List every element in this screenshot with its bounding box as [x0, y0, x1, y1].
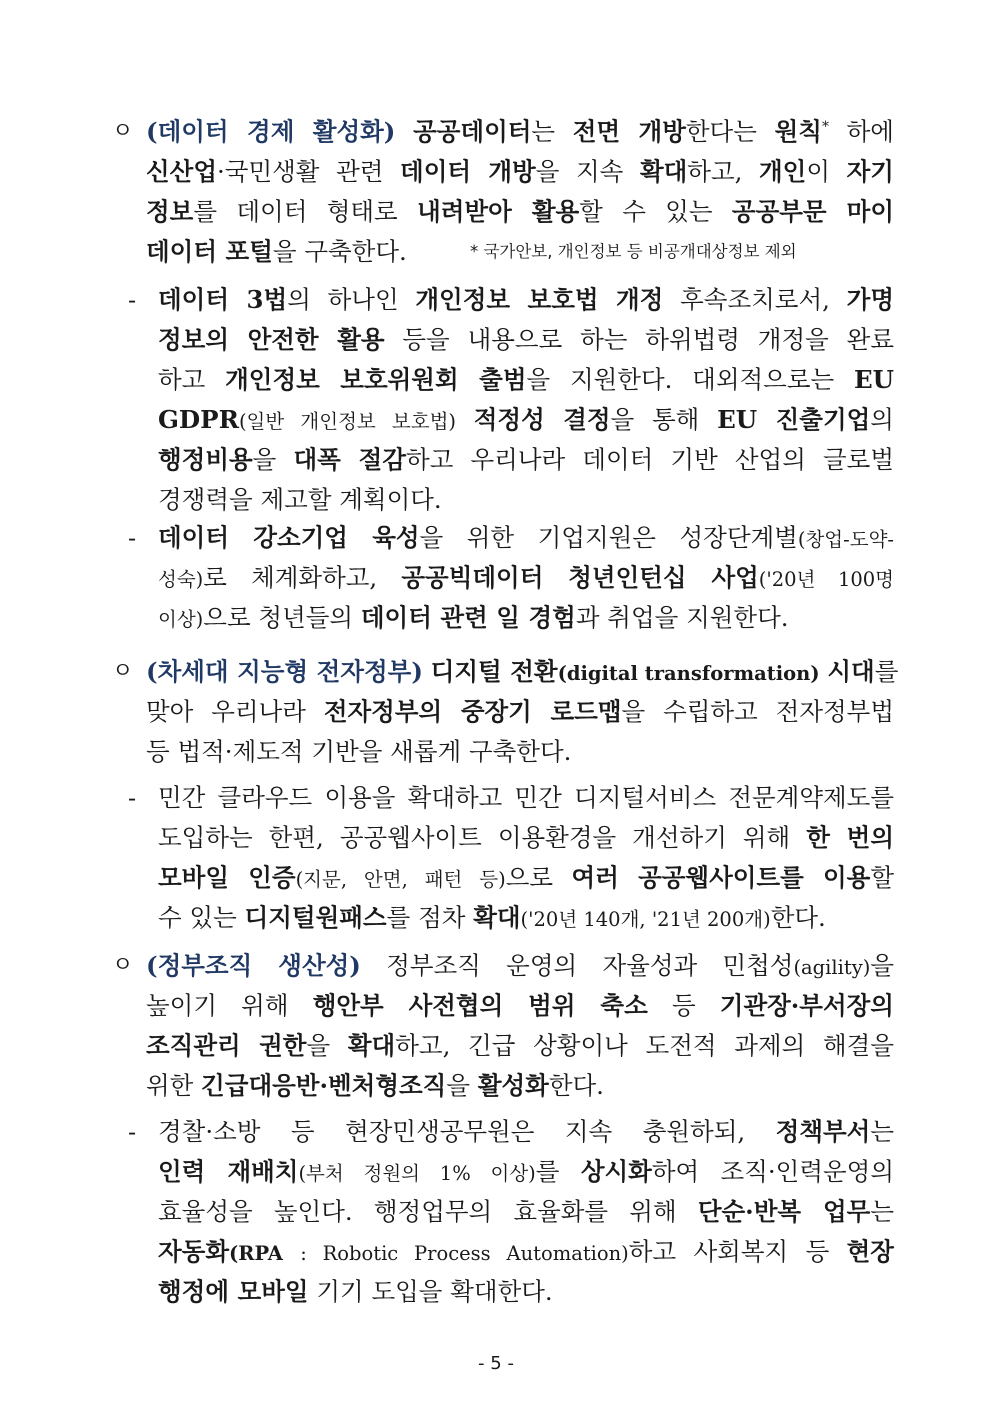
paragraph-line: (차세대 지능형 전자정부) 디지털 전환(digital transformation) 시대를 [146, 657, 899, 686]
paragraph-line: 행정에 모바일 기기 도입을 확대한다. [158, 1277, 553, 1306]
paragraph-line: (데이터 경제 활성화) 공공데이터는 전면 개방한다는 원칙* 하에 [146, 117, 894, 146]
paragraph-line: 데이터 3법의 하나인 개인정보 보호법 개정 후속조치로서, 가명 [158, 285, 894, 314]
circle-bullet: ㅇ [112, 953, 134, 978]
paragraph-line: 위한 긴급대응반·벤처형조직을 활성화한다. [146, 1071, 604, 1100]
paragraph-line: 이상)으로 청년들의 데이터 관련 일 경험과 취업을 지원한다. [158, 603, 789, 632]
paragraph-line: 인력 재배치(부처 정원의 1% 이상)를 상시화하여 조직·인력운영의 [158, 1157, 895, 1186]
dash-bullet: - [128, 524, 137, 552]
paragraph-line: 수 있는 디지털원패스를 점차 확대('20년 140개, '21년 200개)한다. [158, 903, 826, 932]
paragraph-line: 도입하는 한편, 공공웹사이트 이용환경을 개선하기 위해 한 번의 [158, 823, 894, 852]
page-number: - 5 - [478, 1353, 514, 1374]
paragraph-line: 성숙)로 체계화하고, 공공빅데이터 청년인턴십 사업('20년 100명 [158, 563, 894, 592]
paragraph-line: 데이터 강소기업 육성을 위한 기업지원은 성장단계별(창업-도약- [158, 523, 894, 552]
section-heading: (차세대 지능형 전자정부) [146, 657, 423, 686]
paragraph-line: 맞아 우리나라 전자정부의 중장기 로드맵을 수립하고 전자정부법 [146, 697, 894, 726]
paragraph-line: 높이기 위해 행안부 사전협의 범위 축소 등 기관장·부서장의 [146, 991, 894, 1020]
paragraph-line: GDPR(일반 개인정보 보호법) 적정성 결정을 통해 EU 진출기업의 [158, 405, 894, 434]
paragraph-line: 조직관리 권한을 확대하고, 긴급 상황이나 도전적 과제의 해결을 [146, 1031, 894, 1060]
circle-bullet: ㅇ [112, 659, 134, 684]
paragraph-line: 등 법적·제도적 기반을 새롭게 구축한다. [146, 737, 572, 766]
paragraph-line: (정부조직 생산성) 정부조직 운영의 자율성과 민첩성(agility)을 [146, 951, 895, 980]
paragraph-line: 경쟁력을 제고할 계획이다. [158, 485, 442, 514]
paragraph-line: 하고 개인정보 보호위원회 출범을 지원한다. 대외적으로는 EU [158, 365, 894, 394]
paragraph-line: 자동화(RPA : Robotic Process Automation)하고 사회복지 등 현장 [158, 1237, 894, 1266]
dash-bullet: - [128, 1118, 137, 1146]
paragraph-line: 경찰·소방 등 현장민생공무원은 지속 충원하되, 정책부서는 [158, 1117, 894, 1146]
section-heading: (데이터 경제 활성화) [146, 117, 396, 146]
paragraph-line: 행정비용을 대폭 절감하고 우리나라 데이터 기반 산업의 글로벌 [158, 445, 895, 474]
footnote: * 국가안보, 개인정보 등 비공개대상정보 제외 [470, 242, 797, 261]
paragraph-line: 모바일 인증(지문, 안면, 패턴 등)으로 여러 공공웹사이트를 이용할 [158, 863, 894, 892]
paragraph-line: 효율성을 높인다. 행정업무의 효율화를 위해 단순·반복 업무는 [158, 1197, 894, 1226]
paragraph-line: 데이터 포털을 구축한다. [146, 237, 407, 266]
section-heading: (정부조직 생산성) [146, 951, 361, 980]
dash-bullet: - [128, 286, 137, 314]
paragraph-line: 신산업·국민생활 관련 데이터 개방을 지속 확대하고, 개인이 자기 [146, 157, 894, 186]
paragraph-line: 민간 클라우드 이용을 확대하고 민간 디지털서비스 전문계약제도를 [158, 783, 894, 812]
paragraph-line: 정보를 데이터 형태로 내려받아 활용할 수 있는 공공부문 마이 [146, 197, 894, 226]
circle-bullet: ㅇ [112, 119, 134, 144]
paragraph-line: 정보의 안전한 활용 등을 내용으로 하는 하위법령 개정을 완료 [158, 325, 894, 354]
dash-bullet: - [128, 784, 137, 812]
